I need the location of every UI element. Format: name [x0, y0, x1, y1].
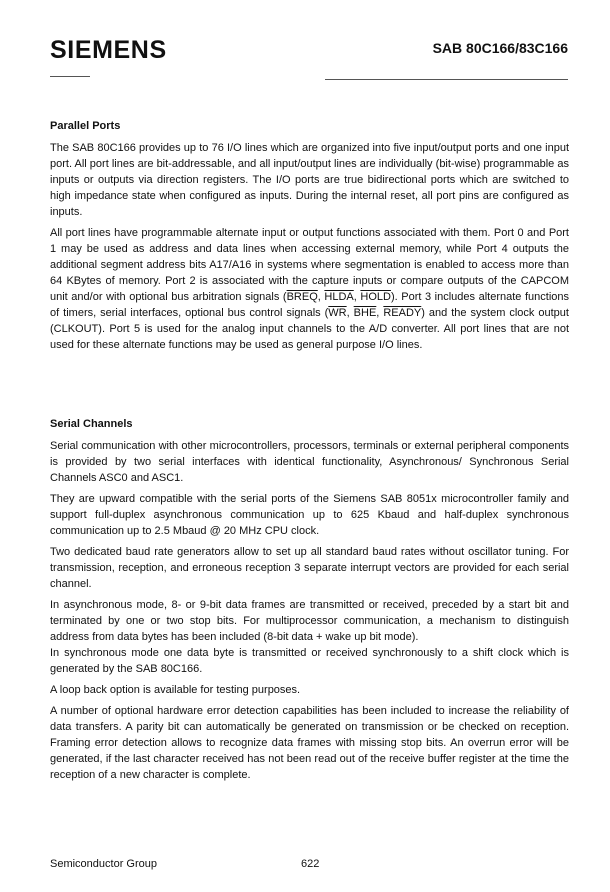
section-title: Serial Channels: [50, 418, 133, 430]
paragraph: A number of optional hardware error detection capabilities has been included to increase the reliability of data transfers. A parity bit can automatically be generated on transmission or be checked on reception. Framing error detection allows to recognize data frames with missing stop bits. An overrun error will be generated, if the last character received has not been read out of the receive buffer register at the time the reception of a new character is complete.: [50, 705, 569, 781]
page-number: 622: [301, 858, 320, 870]
section-serial-channels: [50, 418, 569, 788]
header-rule-left: [50, 76, 90, 77]
siemens-logo: SIEMENS: [50, 36, 167, 64]
separator: ,: [376, 307, 384, 319]
text-run: ). Port 3 includes alternate functions of timers, serial interfaces, optional bus control signals (: [50, 291, 570, 319]
header-rule-right: [325, 79, 568, 80]
paragraph: [50, 225, 569, 353]
signal-breq: BREQ: [286, 291, 318, 303]
paragraph: They are upward compatible with the serial ports of the Siemens SAB 8051x microcontroller family and support full-duplex asynchronous communication up to 625 Kbaud and half-duplex synchronous communication up to 2.5 Mbaud @ 20 MHz CPU clock.: [50, 493, 569, 537]
section-parallel-ports: [50, 120, 569, 358]
text-run: ) and the system clock output (CLKOUT). Port 5 is used for the analog input channels to the A/D converter. All port lines that are not used for these alternate functions may be used as general purpose I/O lines.: [50, 307, 569, 351]
paragraph: In synchronous mode one data byte is transmitted or received synchronously to a shift clock which is generated by the SAB 80C166.: [50, 647, 569, 675]
document-title: SAB 80C166/83C166: [432, 40, 568, 56]
signal-wr: $\overline{WR}$: [328, 307, 347, 319]
signal-ready: READY: [383, 307, 422, 319]
separator: ,: [317, 291, 325, 303]
section-title: Parallel Ports: [50, 120, 121, 132]
signal-bhe: $\overline{BHE}$: [353, 307, 377, 319]
separator: ,: [353, 291, 361, 303]
signal-hold: HOLD: [360, 291, 391, 303]
separator: ,: [346, 307, 354, 319]
paragraph: In asynchronous mode, 8- or 9-bit data frames are transmitted or received, preceded by a start bit and terminated by one or two stop bits. For multiprocessor communication, a mechanism to distinguish address from data bytes has been included (8-bit data + wake up bit mode).: [50, 599, 569, 643]
footer-publisher: Semiconductor Group: [50, 858, 157, 870]
paragraph: The SAB 80C166 provides up to 76 I/O lines which are organized into five input/output ports and one input port. All port lines are bit-addressable, and all input/output lines are individually (bit-wise) programmable as inputs or outputs via direction registers. The I/O ports are true bidirectional ports which are switched to high impedance state when configured as inputs. During the internal reset, all port pins are configured as inputs.: [50, 142, 569, 218]
paragraph: Serial communication with other microcontrollers, processors, terminals or external peripheral components is provided by two serial interfaces with identical functionality, Asynchronous/ Synchronous Serial Channels ASC0 and ASC1.: [50, 440, 569, 484]
signal-hlda: HLDA: [324, 291, 354, 303]
paragraph: Two dedicated baud rate generators allow to set up all standard baud rates without oscillator tuning. For transmission, reception, and erroneous reception 3 separate interrupt vectors are provided for each serial channel.: [50, 546, 569, 590]
text-run: All port lines have programmable alternate input or output functions associated with them. Port 0 and Port 1 may be used as address and data lines when accessing external memory, while Port 4 outputs the additional segment address bits A17/A16 in systems where segmentation is enabled to access more than 64 KBytes of memory. Port 2 is associated with the capture inputs or compare outputs of the CAPCOM unit and/or with optional bus arbitration signals (: [50, 227, 569, 303]
paragraph: A loop back option is available for testing purposes.: [50, 684, 301, 696]
